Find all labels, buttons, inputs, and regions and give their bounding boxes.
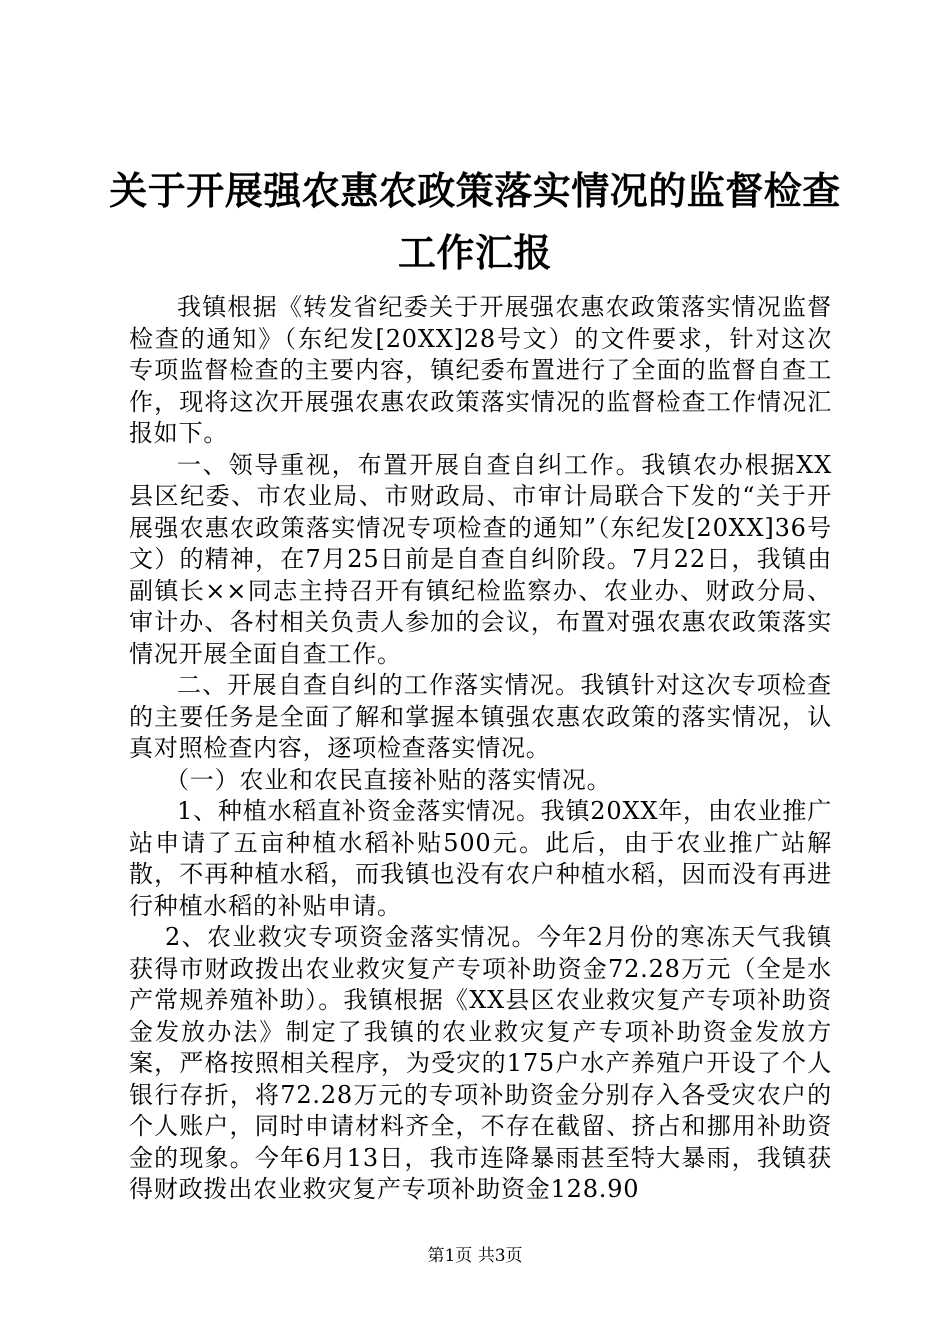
paragraph-section-1: 一、领导重视，布置开展自查自纠工作。我镇农办根据XX县区纪委、市农业局、市财政局、市审计局联合下发的“关于开展强农惠农政策落实情况专项检查的通知”（东纪发[20XX]36号文）的精神，在7月25日前是自查自纠阶段。7月22日，我镇由副镇长××同志主持召开有镇纪检监察办、农业办、财政分局、审计办、各村相关负责人参加的会议，布置对强农惠农政策落实情况开展全面自查工作。 xyxy=(129,450,832,668)
paragraph-subsection-1: （一）农业和农民直接补贴的落实情况。 xyxy=(165,765,612,794)
paragraph-item-1: 1、种植水稻直补资金落实情况。我镇20XX年，由农业推广站申请了五亩种植水稻补贴500元。此后，由于农业推广站解散，不再种植水稻，而我镇也没有农户种植水稻，因而没有再进行种植水稻的补贴申请。 xyxy=(129,797,832,920)
document-title: 关于开展强农惠农政策落实情况的监督检查工作汇报 xyxy=(109,169,841,275)
paragraph-intro: 我镇根据《转发省纪委关于开展强农惠农政策落实情况监督检查的通知》（东纪发[20XX]28号文）的文件要求，针对这次专项监督检查的主要内容，镇纪委布置进行了全面的监督自查工作，现将这次开展强农惠农政策落实情况的监督检查工作情况汇报如下。 xyxy=(129,293,832,447)
page-footer: 第1页 共3页 xyxy=(427,1246,523,1266)
paragraph-item-2: 2、农业救灾专项资金落实情况。今年2月份的寒冻天气我镇获得市财政拨出农业救灾复产专项补助资金72.28万元（全是水产常规养殖补助）。我镇根据《XX县区农业救灾复产专项补助资金发放办法》制定了我镇的农业救灾复产专项补助资金发放方案，严格按照相关程序，为受灾的175户水产养殖户开设了个人银行存折，将72.28万元的专项补助资金分别存入各受灾农户的个人账户，同时申请材料齐全，不存在截留、挤占和挪用补助资金的现象。今年6月13日，我市连降暴雨甚至特大暴雨，我镇获得财政拨出农业救灾复产专项补助资金128.90 xyxy=(129,923,832,1203)
paragraph-section-2: 二、开展自查自纠的工作落实情况。我镇针对这次专项检查的主要任务是全面了解和掌握本镇强农惠农政策的落实情况，认真对照检查内容，逐项检查落实情况。 xyxy=(129,671,832,762)
document-body xyxy=(129,292,832,1206)
